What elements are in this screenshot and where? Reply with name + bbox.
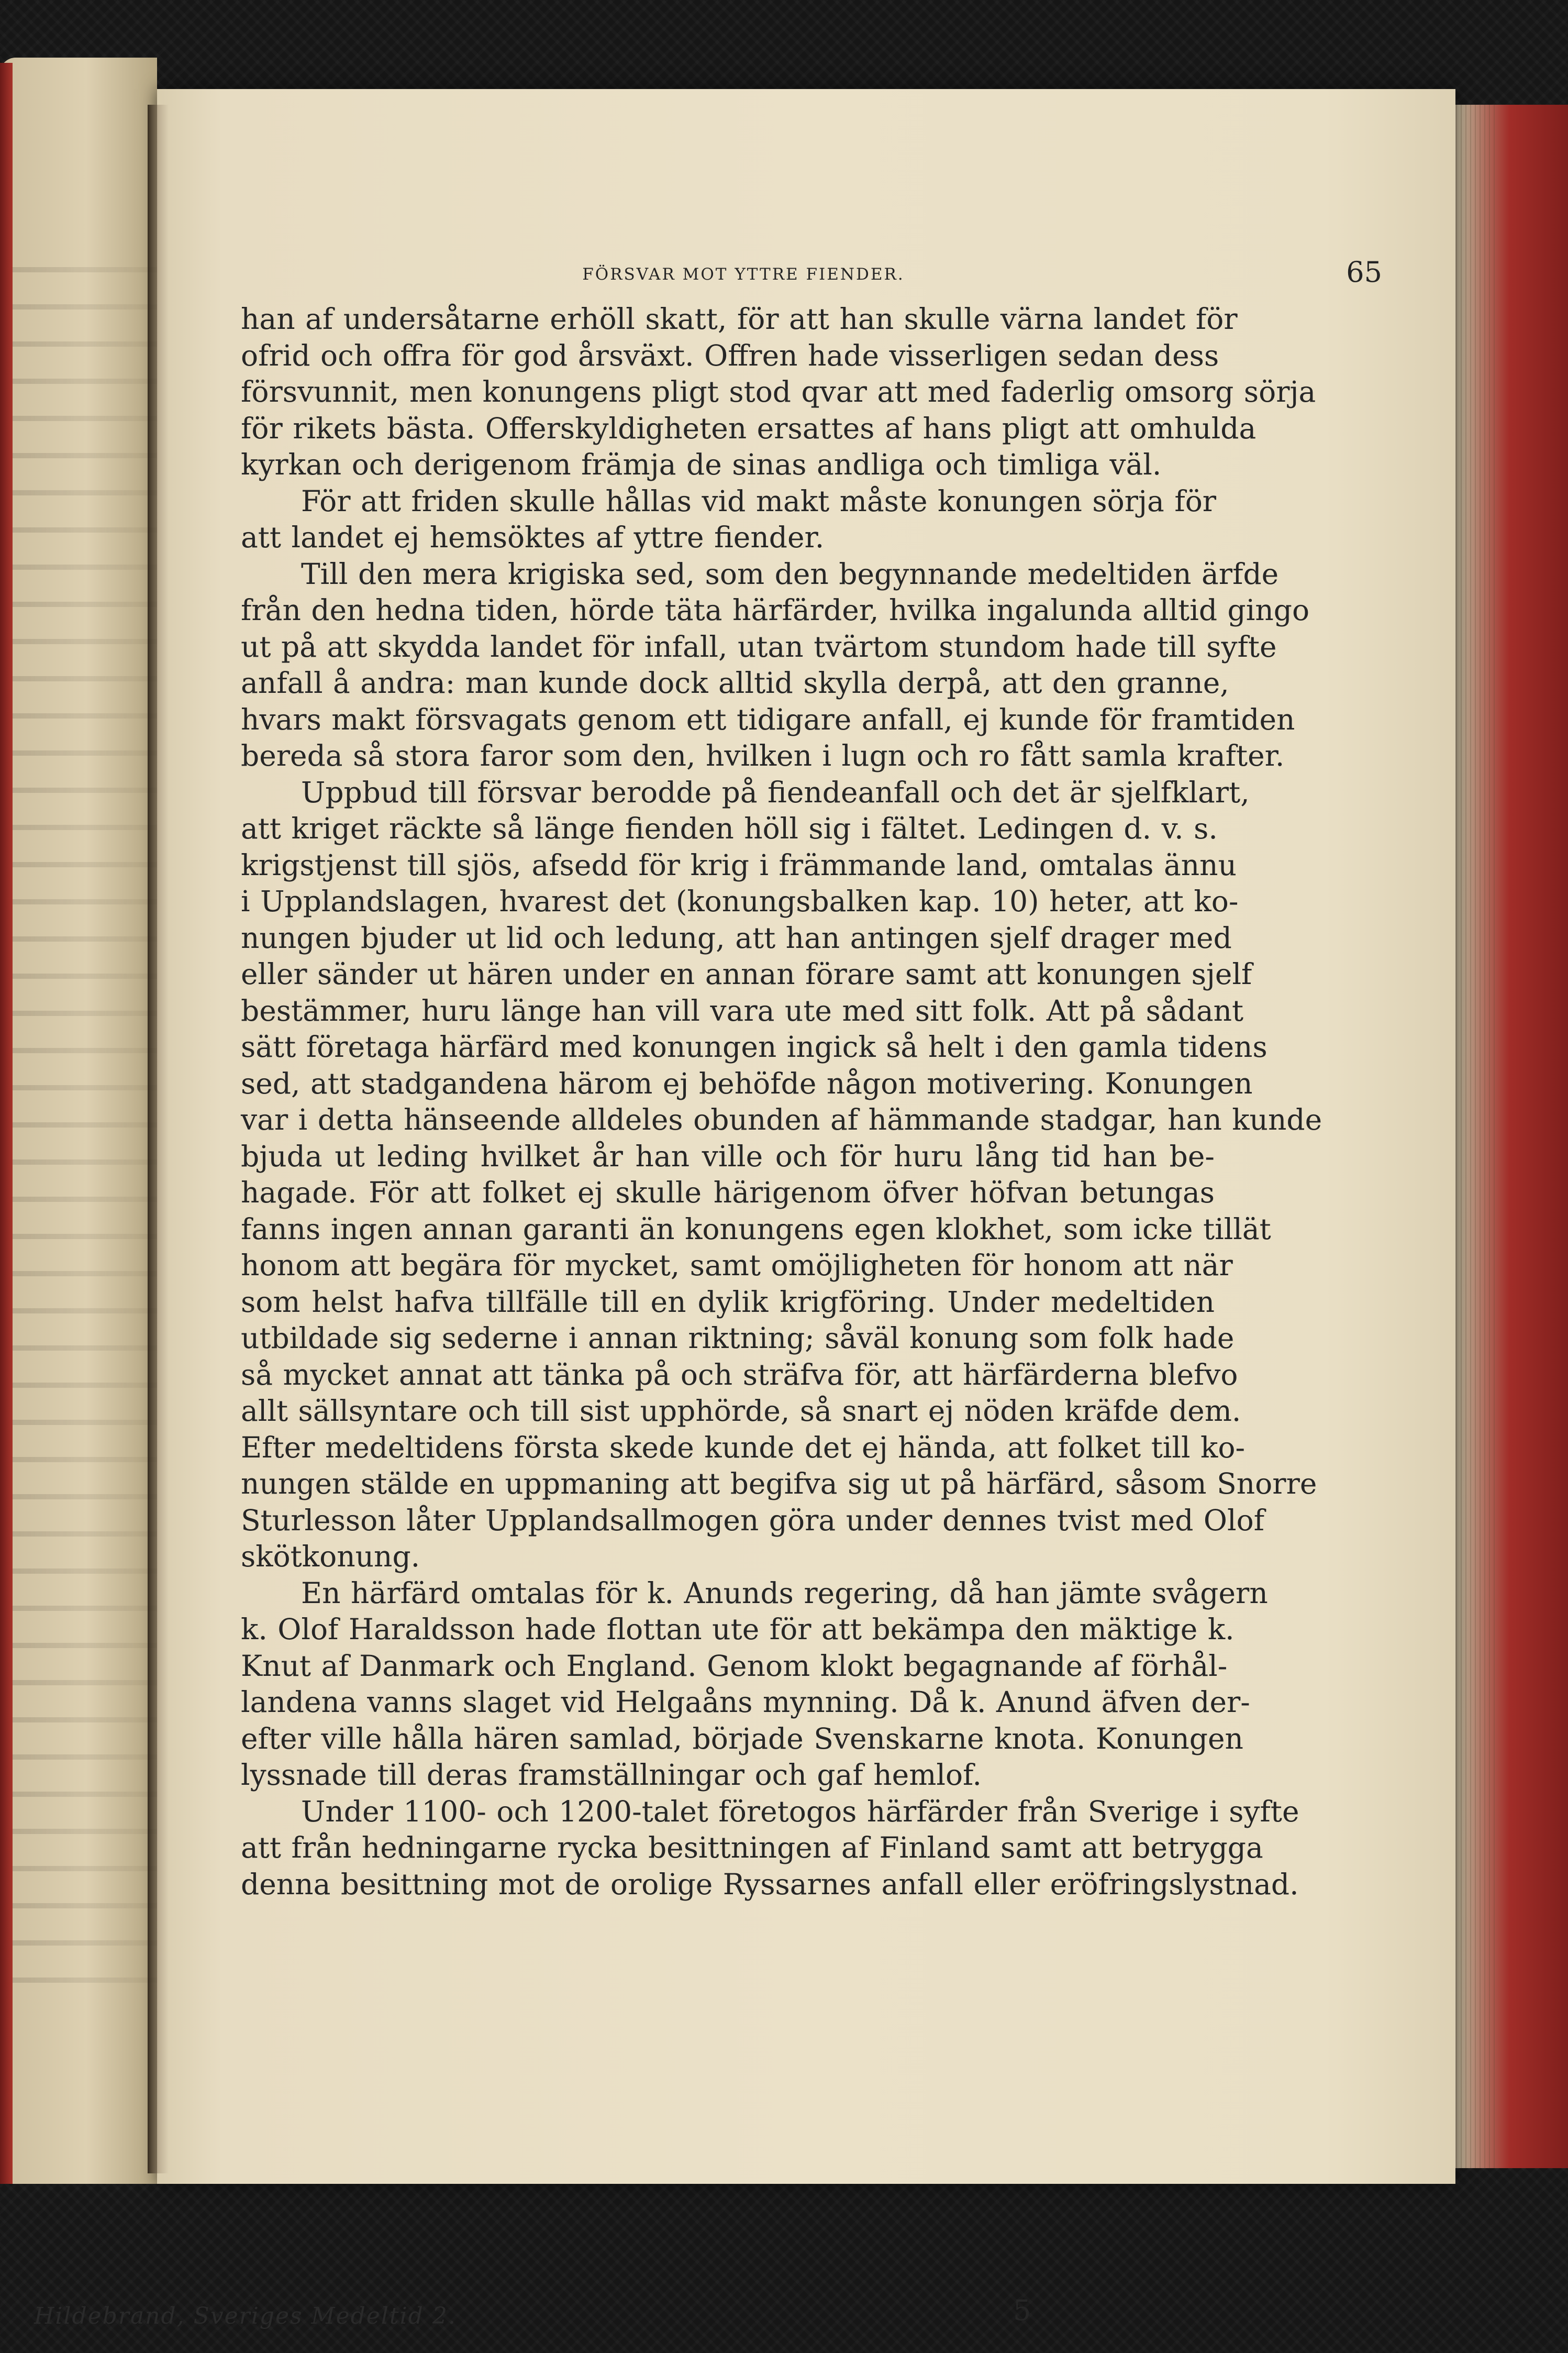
text-line: Uppbud till försvar berodde på fiendeanfall och det är sjelfklart, bbox=[301, 775, 1250, 809]
text-line: så mycket annat att tänka på och sträfva för, att härfärderna blefvo bbox=[241, 1357, 1238, 1391]
text-line: att landet ej hemsöktes af yttre fiender. bbox=[241, 521, 825, 554]
book-gutter-shadow bbox=[148, 105, 169, 2173]
text-line: ofrid och offra för god årsväxt. Offren hade visserligen sedan dess bbox=[241, 338, 1219, 372]
running-head bbox=[241, 256, 1382, 297]
text-line: från den hedna tiden, hörde täta härfärder, hvilka ingalunda alltid gingo bbox=[241, 593, 1310, 627]
text-line: En härfärd omtalas för k. Anunds regering, då han jämte svågern bbox=[301, 1576, 1268, 1610]
text-line: sed, att stadgandena härom ej behöfde någon motivering. Konungen bbox=[241, 1066, 1253, 1100]
text-line: han af undersåtarne erhöll skatt, för att han skulle värna landet för bbox=[241, 302, 1238, 336]
running-title: FÖRSVAR MOT YTTRE FIENDER. bbox=[582, 265, 905, 284]
text-line: landena vanns slaget vid Helgaåns mynning. Då k. Anund äfven der- bbox=[241, 1685, 1250, 1719]
text-line: För att friden skulle hållas vid makt måste konungen sörja för bbox=[301, 484, 1217, 518]
text-line: anfall å andra: man kunde dock alltid skylla derpå, att den granne, bbox=[241, 666, 1229, 700]
page-content bbox=[241, 89, 1382, 2184]
book-page bbox=[157, 89, 1455, 2184]
text-line: nungen bjuder ut lid och ledung, att han antingen sjelf drager med bbox=[241, 921, 1232, 955]
text-line: försvunnit, men konungens pligt stod qvar att med faderlig omsorg sörja bbox=[241, 375, 1316, 408]
text-line: Efter medeltidens första skede kunde det ej hända, att folket till ko- bbox=[241, 1430, 1245, 1464]
text-line: bestämmer, huru länge han vill vara ute med sitt folk. Att på sådant bbox=[241, 993, 1244, 1028]
text-line: Till den mera krigiska sed, som den begynnande medeltiden ärfde bbox=[301, 557, 1279, 591]
text-line: i Upplandslagen, hvarest det (konungsbalken kap. 10) heter, att ko- bbox=[241, 885, 1239, 918]
text-line: efter ville hålla hären samlad, började Svenskarne knota. Konungen bbox=[241, 1721, 1243, 1755]
printer-signature: Hildebrand, Sveriges Medeltid 2. bbox=[34, 2303, 457, 2329]
previous-page-text-bleed bbox=[0, 267, 157, 1995]
text-line: att från hedningarne rycka besittningen af Finland samt att betrygga bbox=[241, 1831, 1263, 1864]
text-line: som helst hafva tillfälle till en dylik krigföring. Under medeltiden bbox=[241, 1285, 1215, 1319]
text-line: var i detta hänseende alldeles obunden af hämmande stadgar, han kunde bbox=[241, 1103, 1322, 1136]
text-line: för rikets bästa. Offerskyldigheten ersattes af hans pligt att omhulda bbox=[241, 411, 1256, 445]
page-number: 65 bbox=[1346, 256, 1382, 289]
text-line: hagade. För att folket ej skulle härigenom öfver höfvan betungas bbox=[241, 1176, 1215, 1209]
text-line: skötkonung. bbox=[241, 1540, 420, 1573]
left-cover-edge bbox=[0, 63, 13, 2184]
text-line: Under 1100- och 1200-talet företogos härfärder från Sverige i syfte bbox=[301, 1794, 1299, 1828]
text-line: bereda så stora faror som den, hvilken i lugn och ro fått samla krafter. bbox=[241, 739, 1285, 772]
signature-mark: 5 bbox=[1013, 2294, 1031, 2327]
text-line: sätt företaga härfärd med konungen ingick så helt i den gamla tidens bbox=[241, 1030, 1267, 1064]
text-line: denna besittning mot de orolige Ryssarnes anfall eller eröfringslystnad. bbox=[241, 1867, 1299, 1901]
text-line: krigstjenst till sjös, afsedd för krig i främmande land, omtalas ännu bbox=[241, 848, 1237, 882]
text-line: fanns ingen annan garanti än konungens egen klokhet, som icke tillät bbox=[241, 1212, 1271, 1246]
text-line: Knut af Danmark och England. Genom klokt begagnande af förhål- bbox=[241, 1649, 1228, 1683]
text-line: att kriget räckte så länge fienden höll sig i fältet. Ledingen d. v. s. bbox=[241, 812, 1218, 845]
text-line: ut på att skydda landet för infall, utan tvärtom stundom hade till syfte bbox=[241, 629, 1277, 664]
text-line: hvars makt försvagats genom ett tidigare anfall, ej kunde för framtiden bbox=[241, 702, 1295, 736]
text-line: allt sällsyntare och till sist upphörde, så snart ej nöden kräfde dem. bbox=[241, 1394, 1241, 1428]
body-text bbox=[241, 301, 1322, 1903]
text-line: lyssnade till deras framställningar och gaf hemlof. bbox=[241, 1758, 982, 1792]
previous-page-edge bbox=[0, 58, 157, 2184]
text-line: utbildade sig sederne i annan riktning; såväl konung som folk hade bbox=[241, 1321, 1235, 1355]
text-line: bjuda ut leding hvilket år han ville och för huru lång tid han be- bbox=[241, 1139, 1215, 1173]
text-line: nungen stälde en uppmaning att begifva sig ut på härfärd, såsom Snorre bbox=[241, 1467, 1317, 1500]
text-line: kyrkan och derigenom främja de sinas andliga och timliga väl. bbox=[241, 448, 1162, 481]
text-line: eller sänder ut hären under en annan förare samt att konungen sjelf bbox=[241, 957, 1252, 991]
text-line: Sturlesson låter Upplandsallmogen göra under dennes tvist med Olof bbox=[241, 1503, 1265, 1537]
text-line: honom att begära för mycket, samt omöjligheten för honom att när bbox=[241, 1249, 1233, 1282]
text-line: k. Olof Haraldsson hade flottan ute för att bekämpa den mäktige k. bbox=[241, 1612, 1235, 1646]
